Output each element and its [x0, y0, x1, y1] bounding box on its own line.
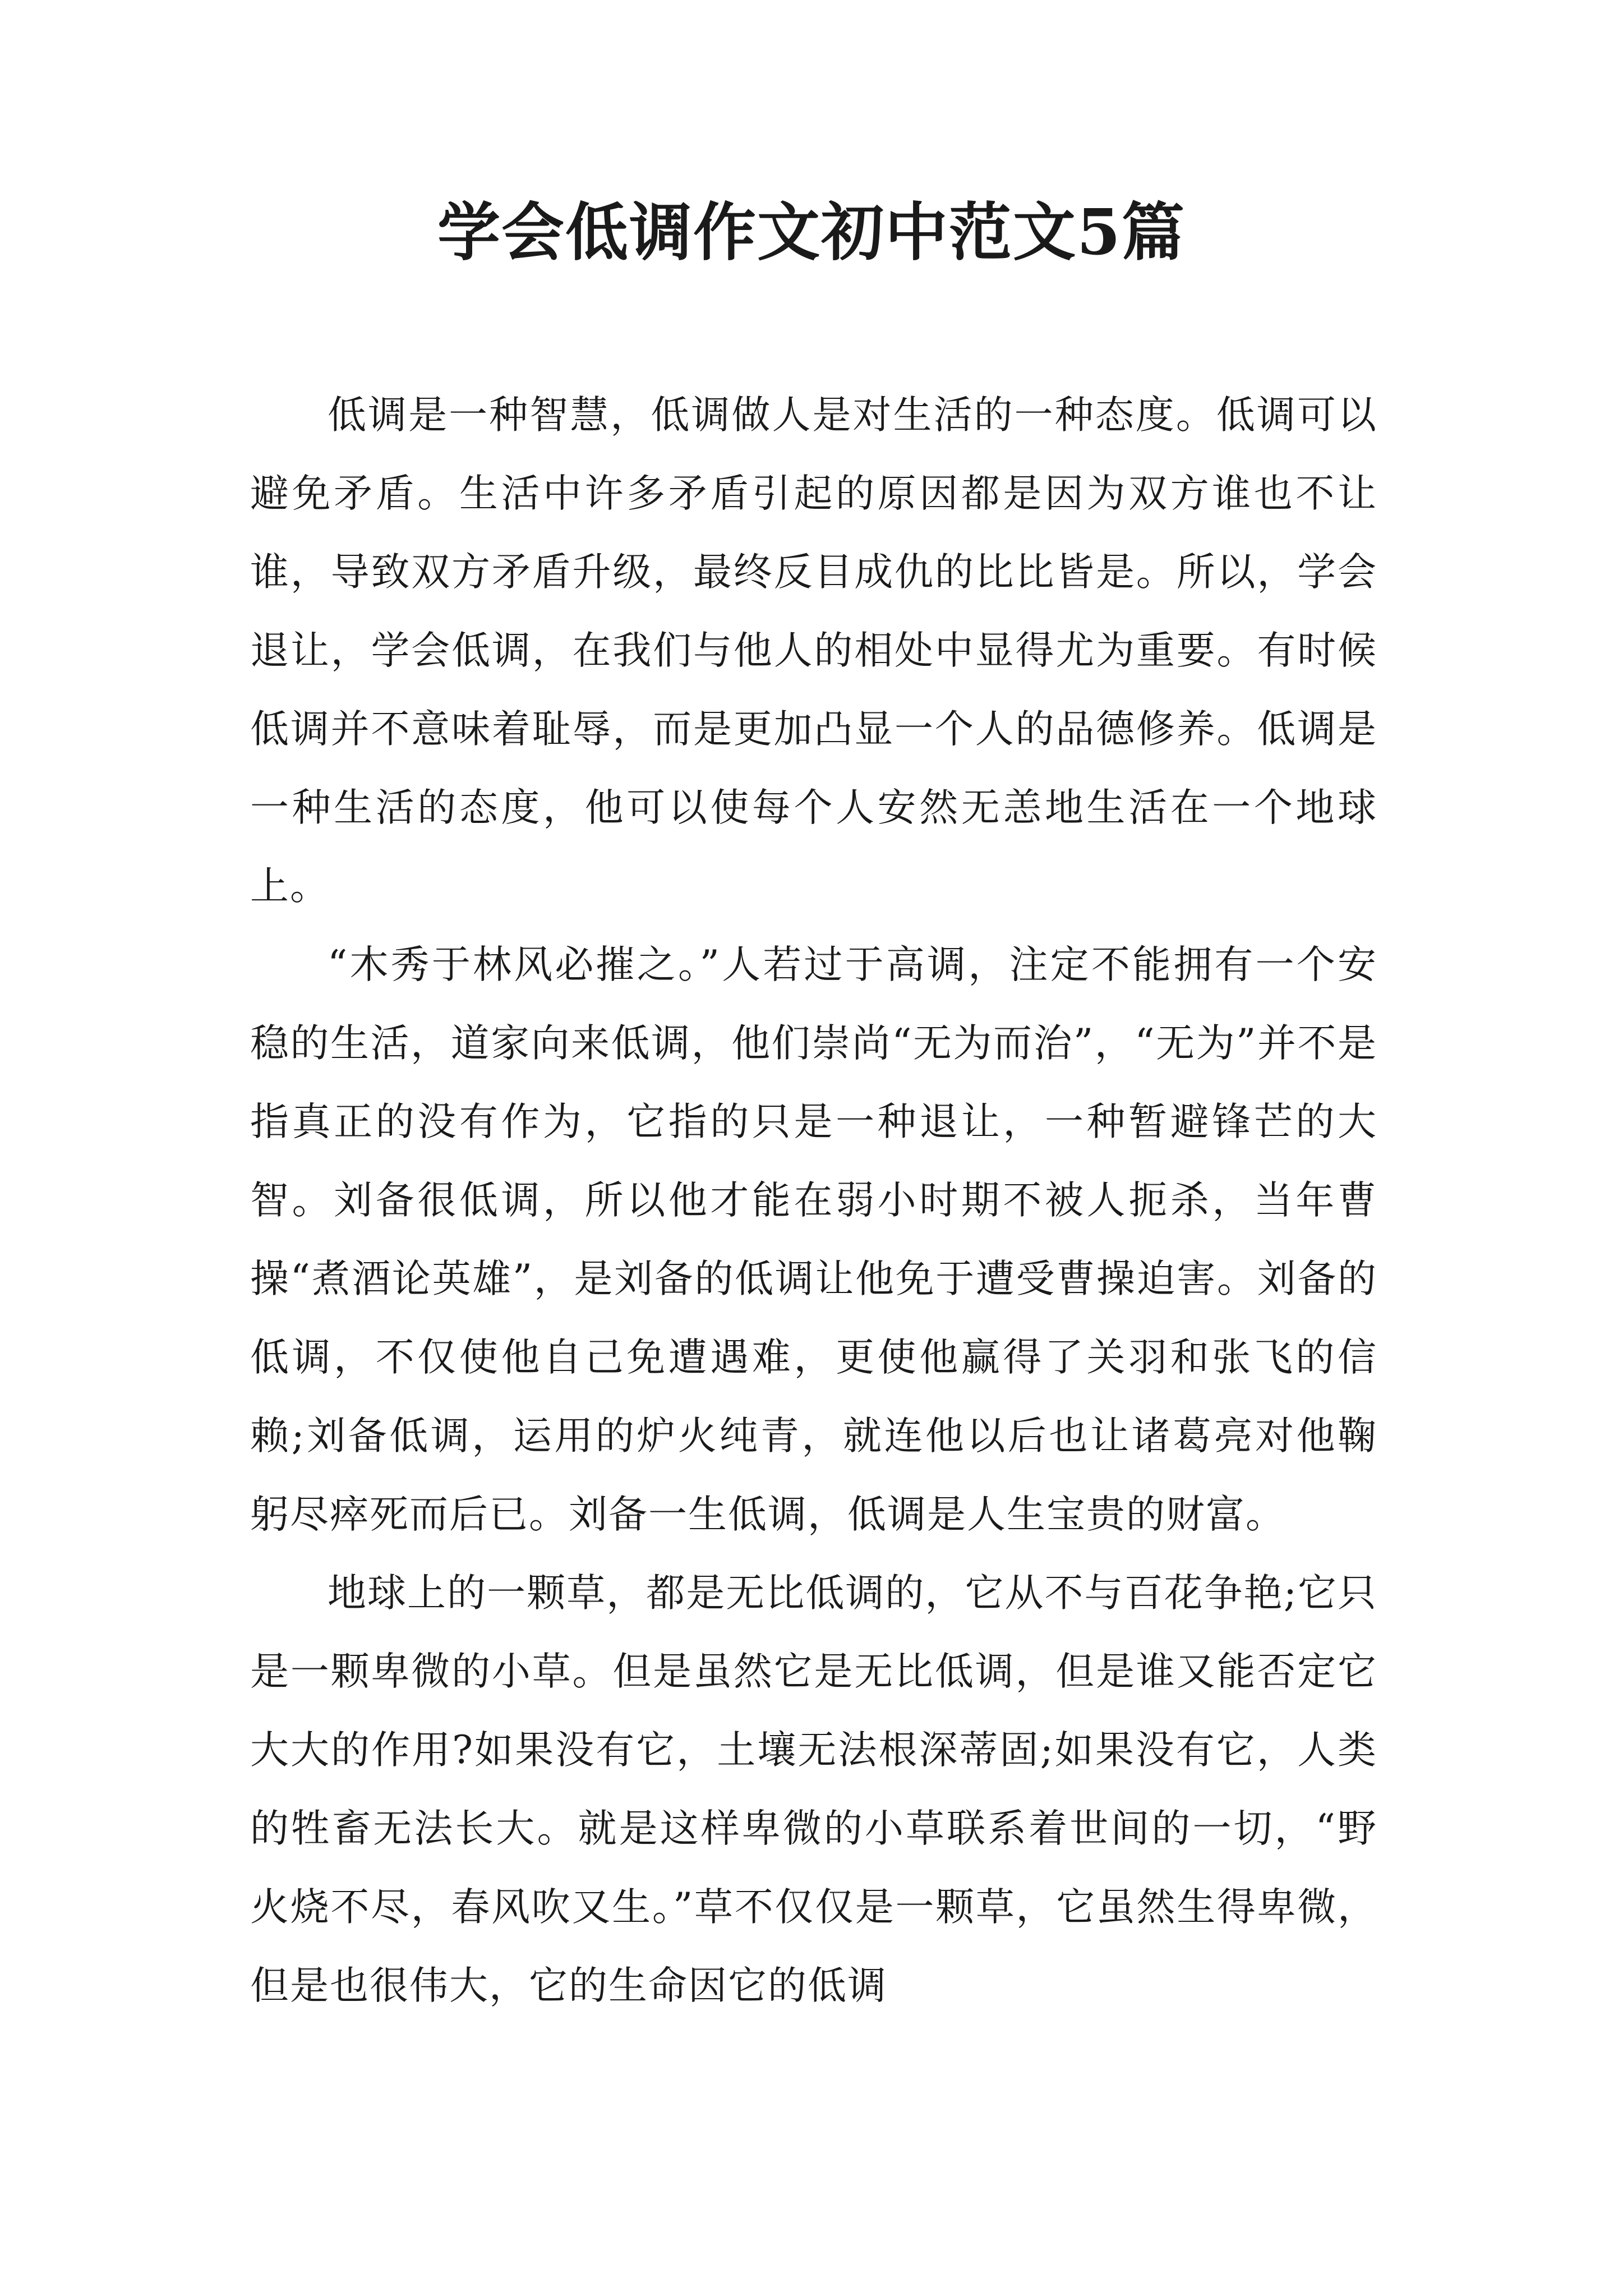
document-body: [250, 376, 1377, 2025]
document-title: 学会低调作文初中范文5篇: [437, 196, 1186, 269]
paragraph: 低调是一种智慧，低调做人是对生活的一种态度。低调可以避免矛盾。生活中许多矛盾引起的原因都是因为双方谁也不让谁，导致双方矛盾升级，最终反目成仇的比比皆是。所以，学会退让，学会低调，在我们与他人的相处中显得尤为重要。有时候低调并不意味着耻辱，而是更加凸显一个人的品德修养。低调是一种生活的态度，他可以使每个人安然无恙地生活在一个地球上。: [250, 393, 1377, 909]
paragraph: “木秀于林风必摧之。”人若过于高调，注定不能拥有一个安稳的生活，道家向来低调，他们崇尚“无为而治”，“无为”并不是指真正的没有作为，它指的只是一种退让，一种暂避锋芒的大智。刘备很低调，所以他才能在弱小时期不被人扼杀，当年曹操“煮酒论英雄”，是刘备的低调让他免于遭受曹操迫害。刘备的低调，不仅使他自己免遭遇难，更使他赢得了关羽和张飞的信赖;刘备低调，运用的炉火纯青，就连他以后也让诸葛亮对他鞠躬尽瘁死而后已。刘备一生低调，低调是人生宝贵的财富。: [250, 942, 1377, 1537]
paragraph: 地球上的一颗草，都是无比低调的，它从不与百花争艳;它只是一颗卑微的小草。但是虽然它是无比低调，但是谁又能否定它大大的作用?如果没有它，土壤无法根深蒂固;如果没有它，人类的牲畜无法长大。就是这样卑微的小草联系着世间的一切，“野火烧不尽，春风吹又生。”草不仅仅是一颗草，它虽然生得卑微，但是也很伟大，它的生命因它的低调: [250, 1571, 1377, 2008]
